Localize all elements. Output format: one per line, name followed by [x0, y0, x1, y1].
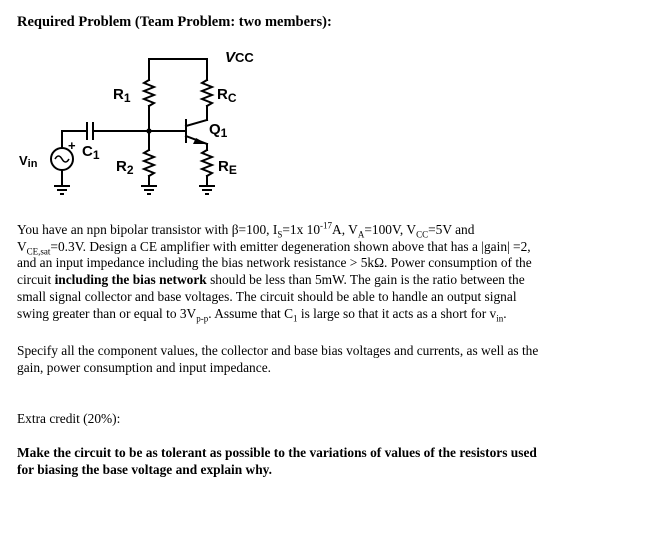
- problem-heading: Required Problem (Team Problem: two members):: [17, 14, 332, 30]
- specify-paragraph: [17, 343, 597, 376]
- vin-source-symbol: [55, 156, 69, 162]
- rc-resistor: [202, 80, 212, 106]
- vcc-label: VCC: [225, 49, 254, 66]
- extra-credit-line-2: for biasing the base voltage and explain why.: [17, 461, 272, 477]
- r1-resistor: [144, 80, 154, 106]
- circuit-diagram: [0, 0, 667, 215]
- problem-statement: [17, 222, 597, 322]
- base-junction-dot: [146, 128, 151, 133]
- rc-label: $R_C$: [217, 86, 237, 105]
- r2-resistor: [144, 150, 154, 176]
- problem-line-4: circuit including the bias network should be less than 5mW. The gain is the ratio between the: [17, 272, 525, 288]
- q1-collector: [186, 120, 207, 126]
- r2-label: $R_2$: [116, 158, 134, 177]
- re-label: $R_E$: [218, 158, 237, 177]
- problem-line-5: small signal collector and base voltages. The circuit should be able to handle an output signal: [17, 288, 517, 304]
- c1-label: $C_1$: [82, 143, 100, 162]
- vin-label: Vin: [19, 153, 38, 170]
- extra-credit-title: Extra credit (20%):: [17, 411, 121, 426]
- problem-line-2: $V_{CE,sat}=0.3V$. Design a CE amplifier with emitter degeneration shown above that has a |gain| =2,: [17, 238, 531, 257]
- r1-label: $R_1$: [113, 86, 131, 105]
- extra-credit-line-1: Make the circuit to be as tolerant as possible to the variations of values of the resistors used: [17, 445, 537, 460]
- extra-credit-paragraph: [17, 445, 597, 478]
- problem-line-1: You have an npn bipolar transistor with β=100, $I_S=1x$ $10^{-17}A$, $V_A=100V$, $V_{CC}=5V$ and: [17, 220, 475, 240]
- re-resistor: [202, 150, 212, 176]
- c1-plus-sign: +: [68, 138, 76, 153]
- problem-line-6: swing greater than or equal to $3V_{p-p}$. Assume that $C_1$ is large so that it acts as a short for $v_{in}$.: [17, 305, 507, 324]
- problem-line-3: and an input impedance including the bias network resistance > 5kΩ. Power consumption of the: [17, 255, 532, 271]
- q1-label: $Q_1$: [209, 121, 228, 140]
- specify-line-2: gain, power consumption and input impedance.: [17, 359, 271, 375]
- specify-line-1: Specify all the component values, the collector and base bias voltages and currents, as well as the: [17, 343, 539, 358]
